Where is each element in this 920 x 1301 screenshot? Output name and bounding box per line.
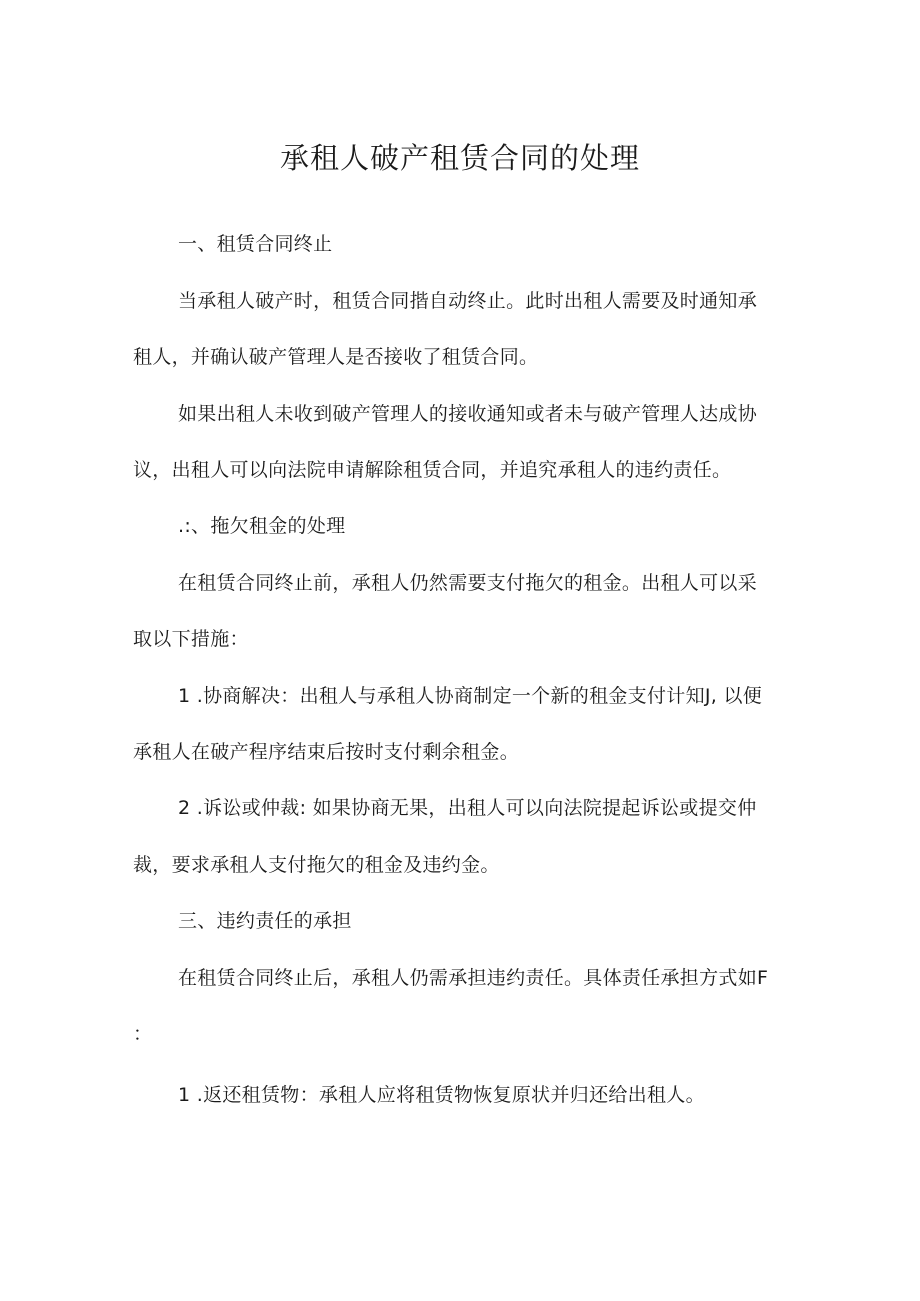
paragraph-line: ： — [133, 1023, 153, 1045]
list-item-line: 1 .协商解决：出租人与承租人协商制定一个新的租金支付计知J, 以便 — [178, 685, 763, 707]
document-title: 承租人破产租赁合同的处理 — [279, 141, 640, 175]
list-item-line: 裁，要求承租人支付拖欠的租金及违约金。 — [133, 854, 500, 876]
paragraph-line: 在租赁合同终止前，承租人仍然需要支付拖欠的租金。出租人可以采 — [178, 572, 758, 594]
section-heading-2: .:、拖欠租金的处理 — [178, 515, 346, 537]
paragraph-line: 租人，并确认破产管理人是否接收了租赁合同。 — [133, 346, 539, 368]
section-heading-3: 三、违约责任的承担 — [178, 910, 352, 932]
list-item-line: 2 .诉讼或仲裁: 如果协商无果，出租人可以向法院提起诉讼或提交仲 — [178, 797, 757, 819]
paragraph-line: 取以下措施： — [133, 628, 249, 650]
section-heading-1: 一、租赁合同终止 — [178, 233, 333, 255]
list-item-line: 承租人在破产程序结束后按时支付剩余租金。 — [133, 741, 520, 763]
list-item-line: 1 .返还租赁物：承租人应将租赁物恢复原状并归还给出租人。 — [178, 1084, 705, 1106]
paragraph-line: 当承租人破产时，租赁合同揩自动终止。此时出租人需要及时通知承 — [178, 290, 758, 312]
paragraph-line: 在租赁合同终止后，承租人仍需承担违约责任。具体责任承担方式如F — [178, 967, 769, 989]
paragraph-line: 议，出租人可以向法院申请解除租赁合同，并追究承租人的违约责任。 — [133, 459, 732, 481]
paragraph-line: 如果出租人未收到破产管理人的接收通知或者未与破产管理人达成协 — [178, 403, 758, 425]
